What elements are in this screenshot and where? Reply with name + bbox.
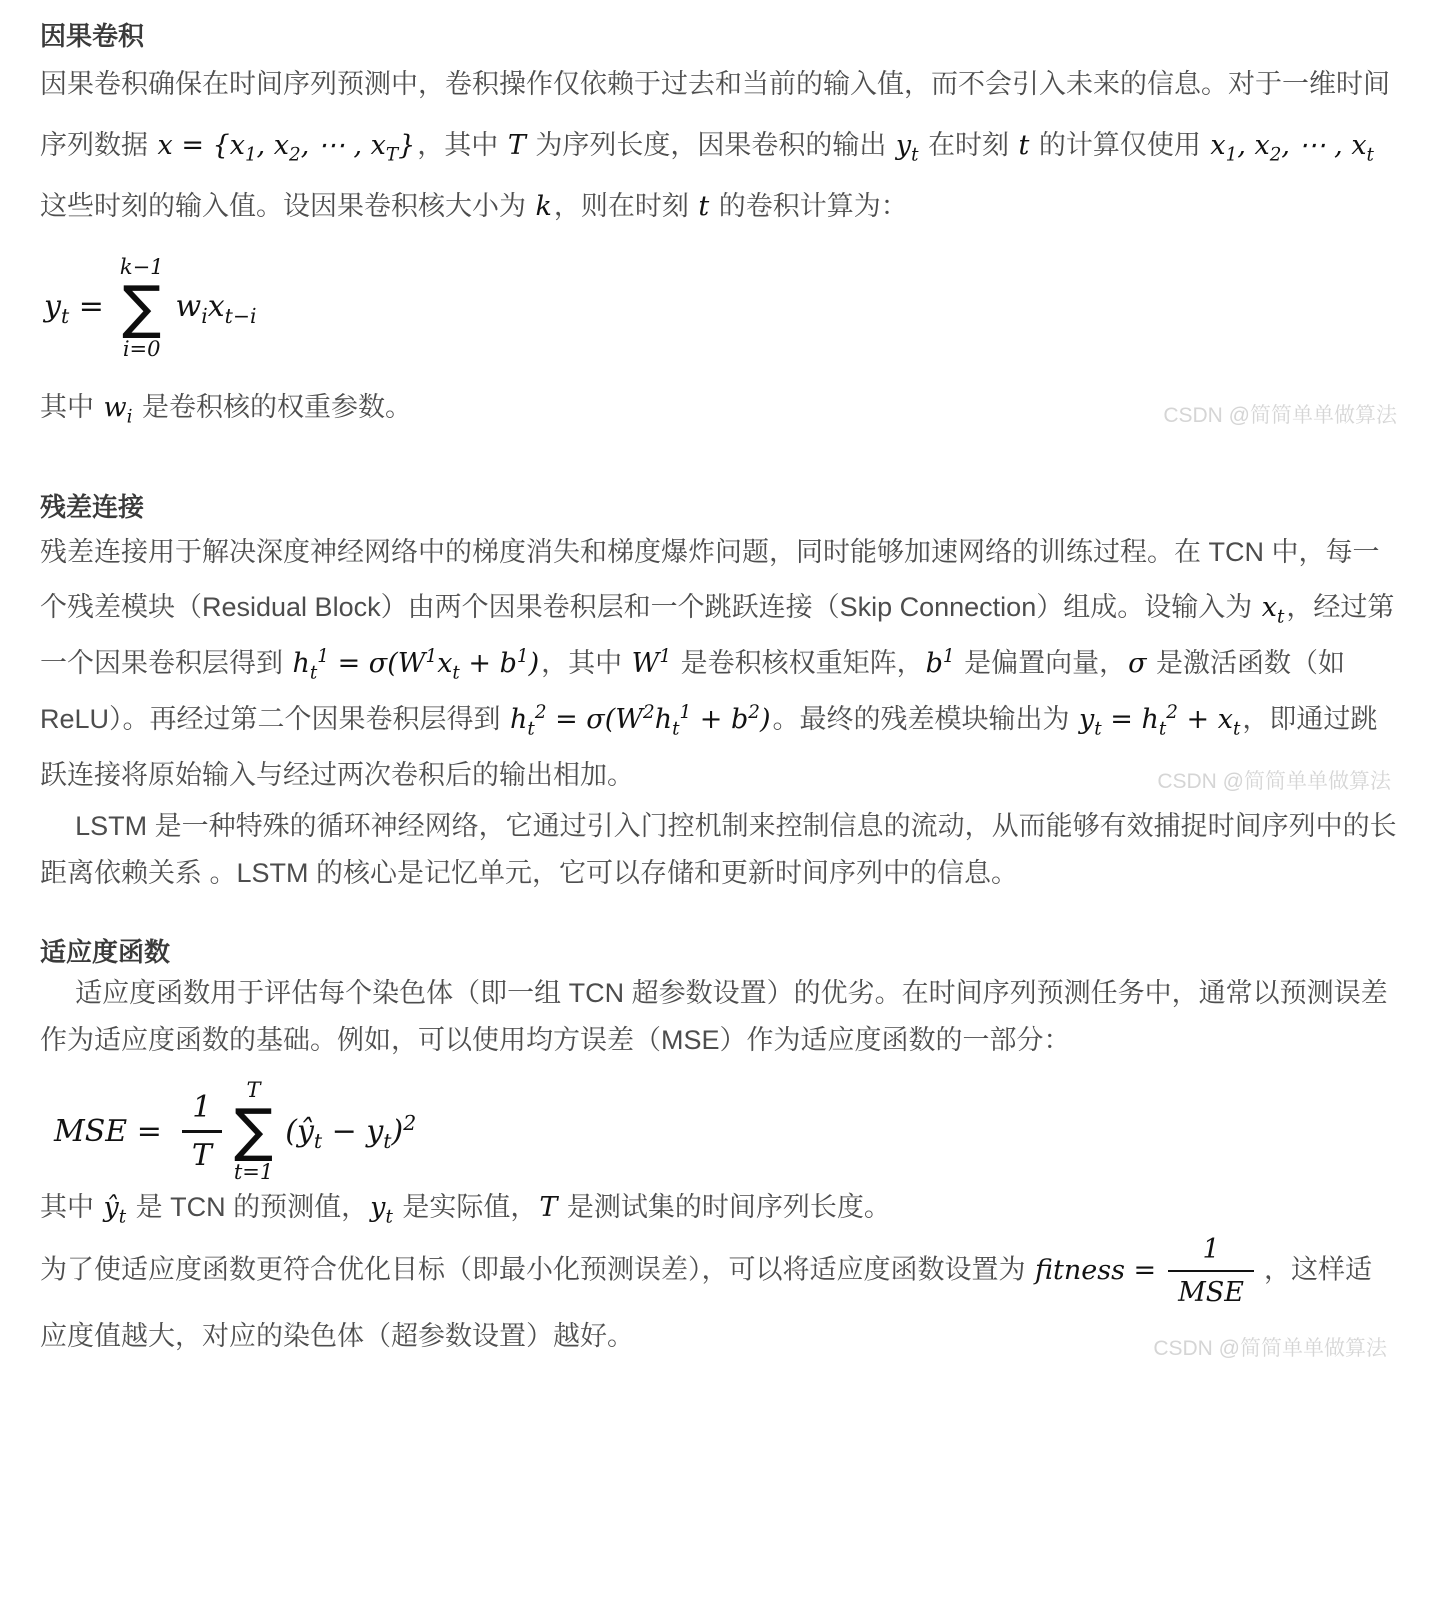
formula-rhs: $(ŷ_t - y_t)^2$	[285, 1110, 417, 1153]
csdn-watermark: CSDN @简简单单做算法	[1153, 1337, 1387, 1361]
mse-note-paragraph: 其中 $ŷ_t$ 是 TCN 的预测值，$y_t$ 是实际值，T 是测试集的时间序列长度。	[40, 1192, 891, 1228]
summation-symbol	[120, 256, 164, 361]
section-heading-residual-connection: 残差连接	[40, 491, 145, 522]
causal-note-row	[40, 385, 1397, 433]
fraction	[182, 1089, 222, 1174]
fitness-definition-paragraph: 为了使适应度函数更符合优化目标（即最小化预测误差），可以将适应度函数设置为 fitness = 1 MSE ，这样适应度值越大，对应的染色体（超参数设置）越好。	[40, 1234, 1373, 1351]
summation-symbol	[234, 1079, 273, 1184]
sum-upper-limit: k−1	[119, 255, 164, 280]
sigma-icon: ∑	[234, 1096, 274, 1165]
fraction-numerator: 1	[192, 1090, 212, 1126]
formula-lhs: $y_t$ =	[44, 289, 104, 329]
causal-intro-paragraph: 因果卷积确保在时间序列预测中，卷积操作仅依赖于过去和当前的输入值，而不会引入未来的信息。对于一维时间序列数据 $x = \{x_1$, $x_2$, ⋯ , $x_T$}，其中 T 为序列长度，因果卷积的输出 $y_t$ 在时刻 t 的计算仅使用 $x_1$, $x_2$, ⋯ , $x_t$ 这些时刻的输入值。设因果卷积核大小为 k，则在时刻 t 的卷积计算为：	[40, 68, 1390, 223]
causal-weights-note: 其中 $w_i$ 是卷积核的权重参数。	[40, 392, 413, 428]
sigma-icon: ∑	[122, 273, 162, 342]
fitness-intro-paragraph: 适应度函数用于评估每个染色体（即一组 TCN 超参数设置）的优劣。在时间序列预测任务中，通常以预测误差作为适应度函数的基础。例如，可以使用均方误差（MSE）作为适应度函数的一部分：	[40, 978, 1388, 1055]
sum-lower-limit: t=1	[233, 1160, 274, 1185]
mse-formula	[54, 1079, 1397, 1184]
section-heading-causal-convolution: 因果卷积	[40, 21, 145, 51]
lstm-paragraph: LSTM 是一种特殊的循环神经网络，它通过引入门控机制来控制信息的流动，从而能够有效捕捉时间序列中的长距离依赖关系 。LSTM 的核心是记忆单元，它可以存储和更新时间序列中的信息。	[40, 811, 1397, 888]
section-heading-fitness-function: 适应度函数	[40, 937, 171, 968]
sum-lower-limit: i=0	[122, 337, 161, 362]
csdn-watermark: CSDN @简简单单做算法	[1157, 770, 1391, 794]
formula-rhs: $w_ix_{t-i}$	[175, 289, 257, 329]
formula-lhs: MSE =	[54, 1114, 162, 1150]
fitness-definition-wrap	[40, 1233, 1397, 1362]
sum-upper-limit: T	[246, 1077, 261, 1102]
residual-paragraph-wrap	[40, 525, 1397, 804]
residual-paragraph: 残差连接用于解决深度神经网络中的梯度消失和梯度爆炸问题，同时能够加速网络的训练过程。在 TCN 中，每一个残差模块（Residual Block）由两个因果卷积层和一个跳跃连接（Skip Connection）组成。设输入为 $x_t$，经过第一个因果卷积层得到 $h_t^1 = \sigma(W^1x_t + b^1)$，其中 $W^1$ 是卷积核权重矩阵，$b^1$ 是偏置向量，σ 是激活函数（如 ReLU）。再经过第二个因果卷积层得到 $h_t^2 = \sigma(W^2h_t^1 + b^2)$。最终的残差模块输出为 $y_t = h_t^2 + x_t$，即通过跳跃连接将原始输入与经过两次卷积后的输出相加。	[40, 536, 1395, 791]
csdn-watermark: CSDN @简简单单做算法	[1163, 403, 1397, 427]
causal-convolution-formula	[44, 256, 1397, 361]
fraction-denominator: T	[182, 1130, 222, 1175]
